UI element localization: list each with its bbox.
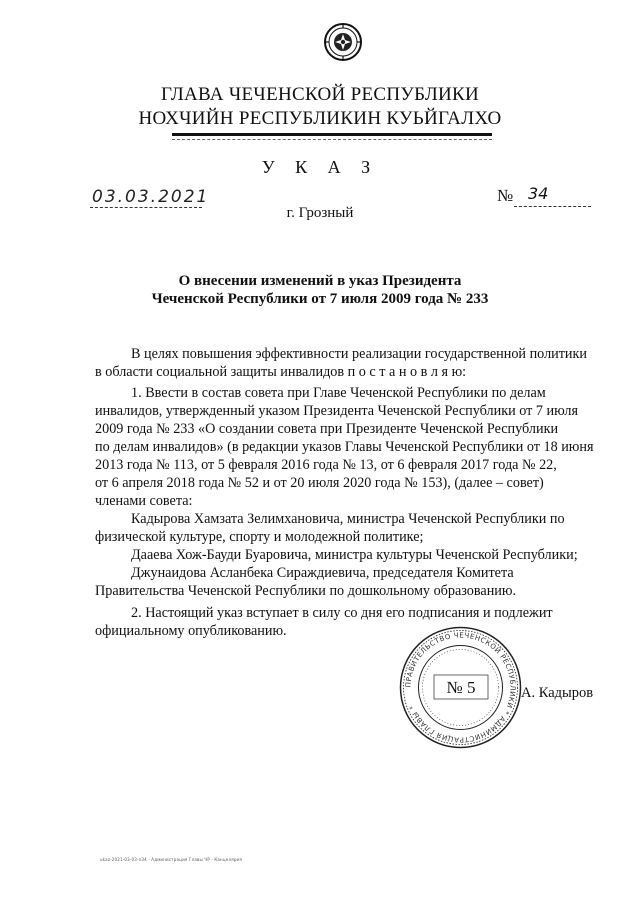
handwritten-date: 03.03.2021 bbox=[92, 187, 210, 207]
item1-line-5: 2013 года № 113, от 5 февраля 2016 года № 13, от 6 февраля 2017 года № 22, bbox=[95, 457, 557, 473]
title-line-2: Чеченской Республики от 7 июля 2009 года № 233 bbox=[151, 291, 489, 307]
header-line-2: НОХЧИЙН РЕСПУБЛИКИН КУЬЙГАЛХО bbox=[138, 108, 502, 129]
intro-line-2: в области социальной защиты инвалидов п о с т а н о в л я ю: bbox=[95, 364, 467, 380]
handwritten-number: 34 bbox=[528, 184, 549, 203]
item1-line-6: от 6 апреля 2018 года № 52 и от 20 июля 2020 года № 153), (далее – совет) bbox=[95, 475, 544, 491]
item1-line-1: 1. Ввести в состав совета при Главе Чеченской Республики по делам bbox=[131, 385, 546, 401]
document-type: У К А З bbox=[261, 157, 379, 177]
title-line-1: О внесении изменений в указ Президента bbox=[178, 273, 462, 289]
item1-line-2: инвалидов, утвержденный указом Президента Чеченской Республики от 7 июля bbox=[95, 403, 578, 419]
item1-line-4: по делам инвалидов» (в редакции указов Главы Чеченской Республики от 18 июня bbox=[95, 439, 594, 455]
member1-line-1: Кадырова Хамзата Зелимхановича, министра Чеченской Республики по bbox=[131, 511, 565, 527]
intro-line-1: В целях повышения эффективности реализации государственной политики bbox=[131, 346, 588, 362]
member2-line: Дааева Хож-Бауди Буаровича, министра культуры Чеченской Республики; bbox=[131, 547, 578, 563]
official-seal-icon bbox=[398, 625, 523, 750]
seal-number: № 5 bbox=[446, 678, 476, 697]
member1-line-2: физической культуре, спорту и молодежной политике; bbox=[95, 529, 424, 545]
footer-print-mark: ukaz-2021-03-03-n34 · Администрация Главы ЧР · Канцелярия bbox=[100, 857, 242, 862]
member3-line-2: Правительства Чеченской Республики по дошкольному образованию. bbox=[95, 583, 517, 599]
item1-line-7: членами совета: bbox=[95, 493, 193, 509]
item2-line-1: 2. Настоящий указ вступает в силу со дня его подписания и подлежит bbox=[131, 605, 553, 621]
coat-of-arms-emblem-icon bbox=[323, 22, 363, 62]
item2-line-2: официальному опубликованию. bbox=[95, 623, 287, 639]
header-rule-thin bbox=[172, 139, 492, 140]
seal-ring-text: ПРАВИТЕЛЬСТВО ЧЕЧЕНСКОЙ РЕСПУБЛИКИ * АДМИНИСТРАЦИЯ ГЛАВЫ * bbox=[404, 631, 517, 744]
header-line-1: ГЛАВА ЧЕЧЕНСКОЙ РЕСПУБЛИКИ bbox=[160, 84, 480, 105]
header-rule bbox=[172, 133, 492, 136]
member3-line-1: Джунаидова Асланбека Сираждиевича, председателя Комитета bbox=[131, 565, 514, 581]
signature-name: А. Кадыров bbox=[521, 685, 594, 701]
number-label: № bbox=[497, 186, 514, 205]
city: г. Грозный bbox=[286, 205, 354, 221]
item1-line-3: 2009 года № 233 «О создании совета при Президенте Чеченской Республики bbox=[95, 421, 559, 437]
